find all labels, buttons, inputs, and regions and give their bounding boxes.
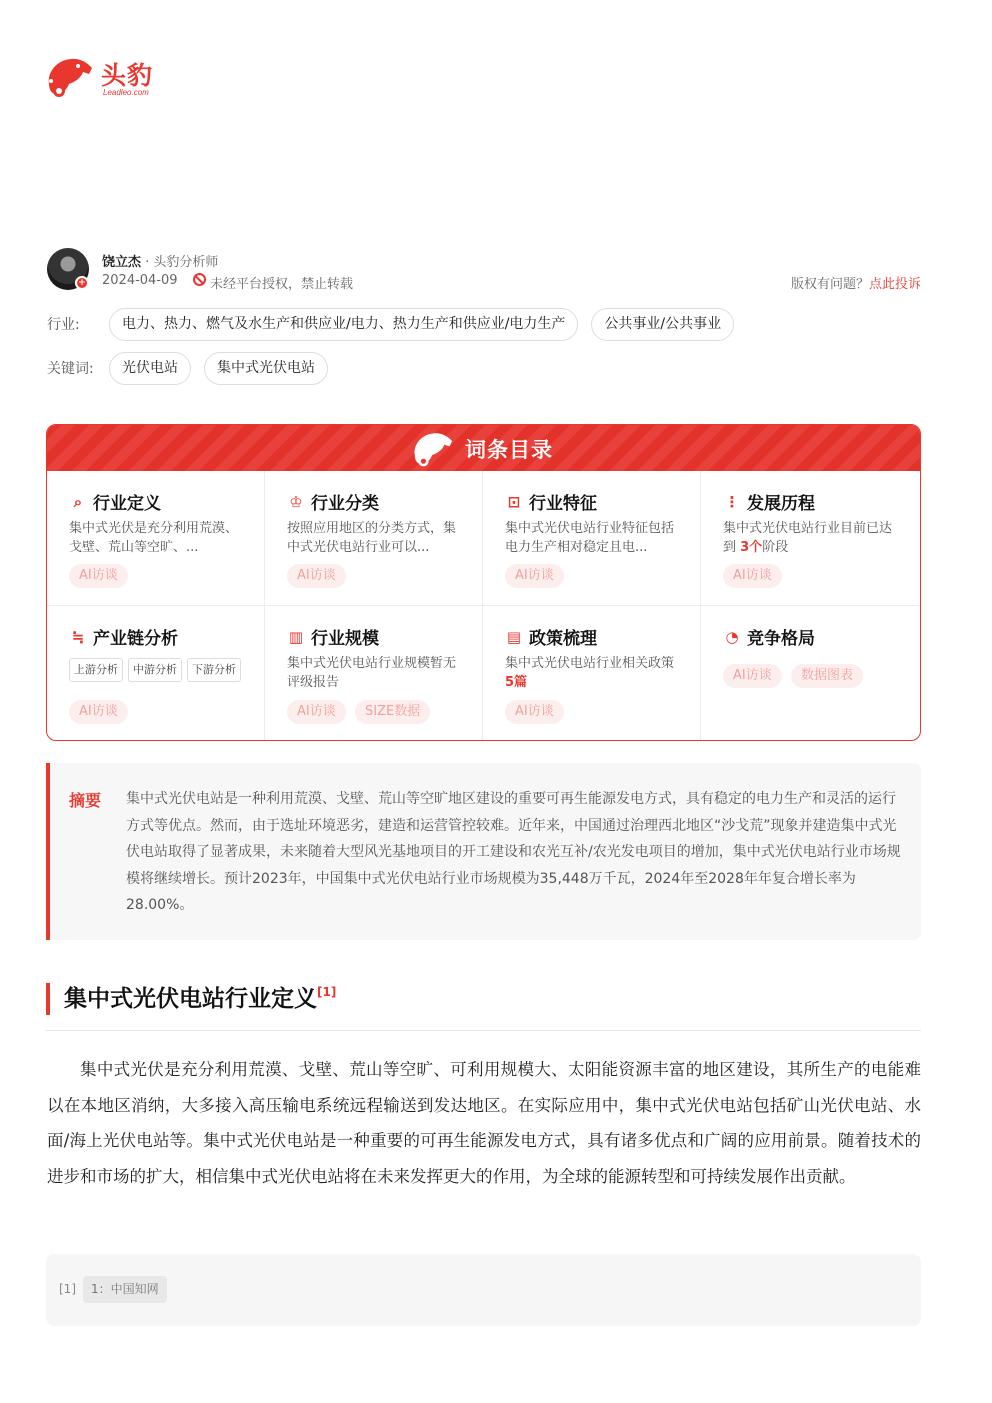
complaint-link[interactable]: 点此投诉 [868, 277, 921, 292]
toc-item-title: 行业特征 [529, 494, 597, 514]
keyword-label: 关键词: [47, 361, 94, 377]
toc-item-title: 产业链分析 [93, 629, 178, 649]
copyright-question: 版权有问题？ [790, 277, 869, 292]
toc-item-desc [723, 519, 903, 557]
reprint-notice: 未经平台授权，禁止转载 [210, 277, 354, 292]
industry-tag[interactable]: 电力、热力、燃气及水生产和供应业/电力、热力生产和供应业/电力生产 [109, 308, 578, 341]
section-title [46, 983, 336, 1015]
toc-title: 词条目录 [465, 438, 553, 462]
ai-interview-button[interactable]: AI访谈 [69, 700, 128, 724]
upstream-chip[interactable]: 上游分析 [69, 658, 123, 682]
toc-item-desc [505, 654, 685, 692]
policy-doc-icon: ▤ [506, 627, 522, 646]
policy-count: 5篇 [505, 675, 528, 690]
author-row [47, 248, 921, 292]
midstream-chip[interactable]: 中游分析 [128, 658, 182, 682]
toc-item-title: 行业分类 [311, 494, 379, 514]
chain-icon: ≒ [71, 627, 85, 646]
prohibited-icon [193, 273, 206, 286]
desc-text: 集中式光伏电站行业目前已达到 [723, 521, 893, 555]
toc-item-desc: 按照应用地区的分类方式，集中式光伏电站行业可以... [287, 521, 457, 555]
section-title-text: 集中式光伏电站行业定义 [64, 986, 317, 1012]
downstream-chip[interactable]: 下游分析 [187, 658, 241, 682]
summary-text: 集中式光伏电站是一种利用荒漠、戈壁、荒山等空旷地区建设的重要可再生能源发电方式，具有稳定的电力生产和灵活的运行方式等优点。然而，由于选址环境恶劣，建造和运营管控较难。近年来，中国通过治理西北地区“沙戈荒”现象并建造集中式光伏电站取得了显著成果，未来随着大型风光基地项目的开工建设和农光互补/农光发电项目的增加，集中式光伏电站行业市场规模将继续增长。预计2023年，中国集中式光伏电站行业市场规模为35,448万千瓦，2024年至2028年年复合增长率为28.00%。 [126, 791, 901, 913]
copyright-line [791, 273, 921, 292]
data-chart-button[interactable]: 数据图表 [791, 664, 863, 688]
toc-item-title: 竞争格局 [747, 629, 815, 649]
ai-interview-button[interactable]: AI访谈 [287, 700, 346, 724]
toc-card [46, 424, 921, 741]
chip-icon: ⊡ [507, 492, 521, 511]
hierarchy-icon: ♔ [289, 492, 303, 511]
publish-date: 2024-04-09 [102, 273, 178, 288]
reference-mark[interactable]: [1] [317, 985, 337, 999]
stage-count: 3个 [740, 540, 763, 555]
pie-chart-icon: ◔ [725, 627, 739, 646]
toc-item-competition[interactable] [701, 606, 919, 741]
ai-interview-button[interactable]: AI访谈 [69, 564, 128, 588]
author-role: · 头豹分析师 [141, 255, 219, 270]
industry-tag[interactable]: 公共事业/公共事业 [591, 308, 734, 341]
toc-item-classification[interactable] [265, 471, 483, 606]
toc-item-title: 行业规模 [311, 629, 379, 649]
brand-name: 头豹 [101, 61, 154, 90]
toc-item-policy[interactable] [483, 606, 701, 741]
ai-interview-button[interactable]: AI访谈 [723, 664, 782, 688]
brand-domain: Leadleo.com [103, 88, 149, 97]
author-line [102, 251, 218, 270]
toc-header [47, 425, 920, 471]
ai-interview-button[interactable]: AI访谈 [505, 564, 564, 588]
leopard-logo-icon [45, 54, 95, 100]
brand-logo[interactable] [45, 54, 175, 100]
ai-interview-button[interactable]: AI访谈 [287, 564, 346, 588]
reference-item[interactable]: 1：中国知网 [83, 1276, 167, 1303]
industry-label: 行业: [47, 317, 80, 333]
section-divider [46, 1030, 921, 1031]
keyword-row [47, 351, 341, 385]
desc-text: 阶段 [762, 540, 789, 555]
summary-label: 摘要 [69, 791, 102, 810]
reference-box [46, 1254, 921, 1326]
ai-interview-button[interactable]: AI访谈 [723, 564, 782, 588]
leopard-logo-icon [409, 429, 457, 469]
industry-row [47, 307, 747, 341]
size-data-button[interactable]: SIZE数据 [355, 700, 430, 724]
toc-item-title: 发展历程 [747, 494, 815, 514]
keyword-tag[interactable]: 集中式光伏电站 [204, 352, 328, 385]
bar-chart-icon: ▥ [288, 627, 304, 646]
author-name[interactable]: 饶立杰 [102, 255, 142, 270]
toc-item-title: 行业定义 [93, 494, 161, 514]
toc-item-desc: 集中式光伏是充分利用荒漠、戈壁、荒山等空旷、... [69, 521, 239, 555]
toc-item-history[interactable] [701, 471, 919, 606]
section-body: 集中式光伏是充分利用荒漠、戈壁、荒山等空旷、可利用规模大、太阳能资源丰富的地区建设，其所生产的电能难以在本地区消纳，大多接入高压输电系统远程输送到发达地区。在实际应用中，集中式光伏电站包括矿山光伏电站、水面/海上光伏电站等。集中式光伏电站是一种重要的可再生能源发电方式，具有诸多优点和广阔的应用前景。随着技术的进步和市场的扩大，相信集中式光伏电站将在未来发挥更大的作用，为全球的能源转型和可持续发展作出贡献。 [47, 1060, 921, 1186]
search-doc-icon: ⌕ [73, 492, 83, 511]
toc-item-desc: 集中式光伏电站行业特征包括电力生产相对稳定且电... [505, 521, 675, 555]
reference-number: [1] [59, 1282, 76, 1296]
timeline-icon: ⋮ [724, 492, 740, 511]
toc-item-definition[interactable] [47, 471, 265, 606]
toc-item-chain[interactable] [47, 606, 265, 741]
summary-box [46, 763, 921, 940]
toc-item-scale[interactable] [265, 606, 483, 741]
verified-badge-icon: + [75, 276, 89, 290]
toc-item-desc: 集中式光伏电站行业规模暂无评级报告 [287, 656, 457, 690]
toc-item-features[interactable] [483, 471, 701, 606]
ai-interview-button[interactable]: AI访谈 [505, 700, 564, 724]
toc-item-title: 政策梳理 [529, 629, 597, 649]
desc-text: 集中式光伏电站行业相关政策 [505, 656, 675, 671]
keyword-tag[interactable]: 光伏电站 [109, 352, 191, 385]
